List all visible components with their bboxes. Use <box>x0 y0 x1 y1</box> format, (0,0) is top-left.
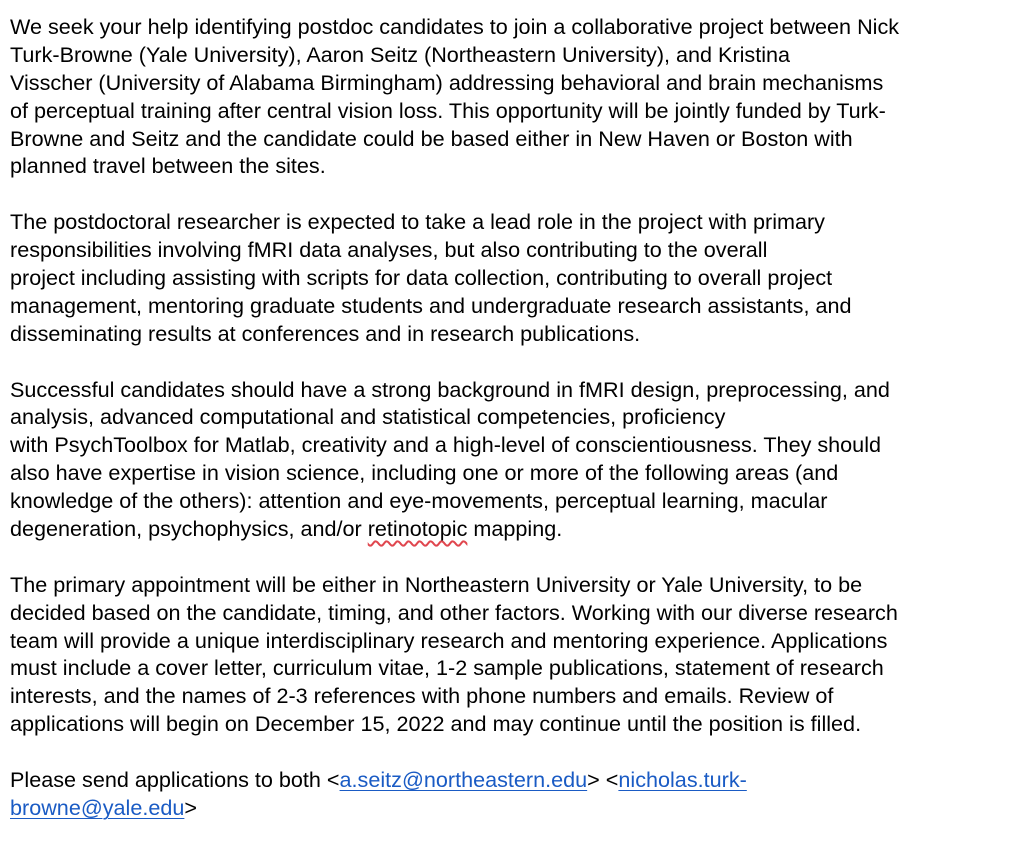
text-line: applications will begin on December 15, 2022 and may continue until the position is filled. <box>10 711 862 737</box>
email-link-turk-browne-part1[interactable]: nicholas.turk- <box>618 767 747 793</box>
paragraph-responsibilities <box>10 208 1002 347</box>
text-line: Successful candidates should have a strong background in fMRI design, preprocessing, and <box>10 376 890 402</box>
text-fragment: degeneration, psychophysics, and/or <box>10 516 368 542</box>
text-line: Browne and Seitz and the candidate could be based either in New Haven or Boston with <box>10 125 853 151</box>
text-line <box>10 794 1002 822</box>
paragraph-qualifications <box>10 376 1002 543</box>
paragraph-appointment <box>10 571 1002 738</box>
text-line <box>10 515 1002 543</box>
text-line: The primary appointment will be either in Northeastern University or Yale University, to be <box>10 571 863 597</box>
text-line: The postdoctoral researcher is expected to take a lead role in the project with primary <box>10 209 825 235</box>
text-line: interests, and the names of 2-3 references with phone numbers and emails. Review of <box>10 683 834 709</box>
text-line: team will provide a unique interdisciplinary research and mentoring experience. Applications <box>10 627 888 653</box>
text-line: of perceptual training after central vision loss. This opportunity will be jointly funded by Turk- <box>10 97 886 123</box>
contact-separator: > < <box>587 767 619 793</box>
text-line: also have expertise in vision science, including one or more of the following areas (and <box>10 460 839 486</box>
email-link-seitz[interactable]: a.seitz@northeastern.edu <box>339 767 588 793</box>
text-line: disseminating results at conferences and in research publications. <box>10 320 641 346</box>
text-fragment: mapping. <box>467 516 563 542</box>
text-line: management, mentoring graduate students and undergraduate research assistants, and <box>10 292 852 318</box>
contact-prefix: Please send applications to both < <box>10 767 340 793</box>
text-line: planned travel between the sites. <box>10 153 326 179</box>
text-line: with PsychToolbox for Matlab, creativity and a high-level of conscientiousness. They should <box>10 432 882 458</box>
contact-suffix: > <box>184 794 198 820</box>
email-link-turk-browne-part2[interactable]: browne@yale.edu <box>10 794 185 820</box>
text-line: must include a cover letter, curriculum vitae, 1-2 sample publications, statement of research <box>10 655 884 681</box>
text-line: Visscher (University of Alabama Birmingham) addressing behavioral and brain mechanisms <box>10 69 884 95</box>
text-line: Turk-Browne (Yale University), Aaron Seitz (Northeastern University), and Kristina <box>10 41 791 67</box>
paragraph-contact <box>10 766 1002 822</box>
text-line: We seek your help identifying postdoc candidates to join a collaborative project between Nick <box>10 14 900 39</box>
message-body <box>10 13 1002 850</box>
text-line <box>10 766 1002 794</box>
text-line: analysis, advanced computational and statistical competencies, proficiency <box>10 404 726 430</box>
misspelled-word[interactable]: retinotopic <box>367 516 468 542</box>
text-line: knowledge of the others): attention and eye-movements, perceptual learning, macular <box>10 488 828 514</box>
text-line: project including assisting with scripts for data collection, contributing to overall project <box>10 265 833 291</box>
text-line: decided based on the candidate, timing, and other factors. Working with our diverse research <box>10 599 898 625</box>
text-line: responsibilities involving fMRI data analyses, but also contributing to the overall <box>10 237 768 263</box>
paragraph-project-overview <box>10 13 1002 180</box>
